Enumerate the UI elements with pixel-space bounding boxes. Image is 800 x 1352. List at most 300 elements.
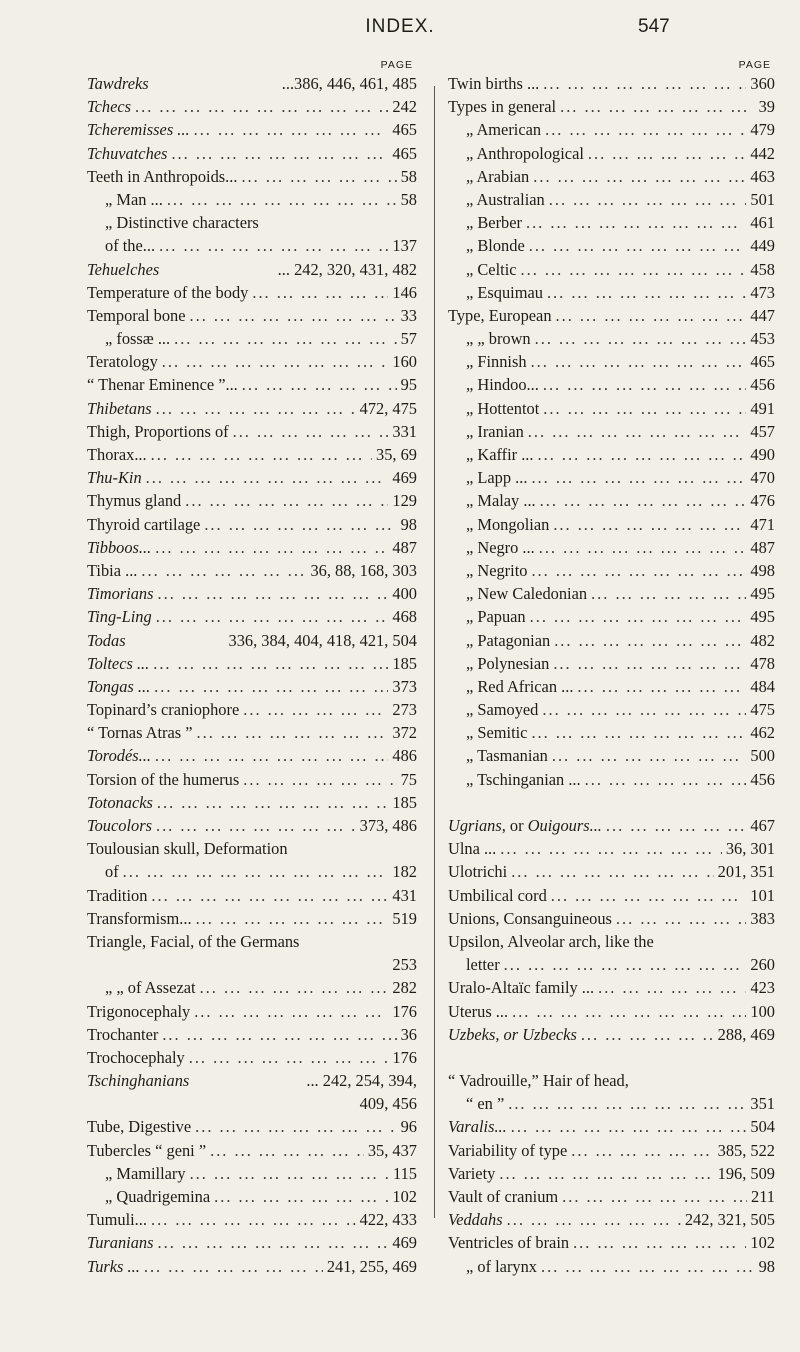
page-reference: 36, 88, 168, 303 — [310, 560, 417, 580]
dot-leader — [577, 675, 746, 698]
index-term: Torodés... — [87, 746, 151, 766]
dot-leader — [551, 884, 747, 907]
index-entry — [87, 420, 417, 443]
page-reference: 471 — [750, 514, 775, 534]
index-entry — [87, 837, 417, 860]
page-reference: 129 — [392, 491, 417, 511]
page-reference: 185 — [392, 653, 417, 673]
index-entry — [448, 1115, 775, 1138]
page-reference: 95 — [400, 375, 417, 395]
dot-leader — [508, 1092, 746, 1115]
index-entry — [448, 1231, 775, 1254]
index-entry — [448, 188, 775, 211]
page-reference: 36 — [400, 1024, 417, 1044]
index-entry — [87, 142, 417, 165]
dot-leader — [504, 953, 747, 976]
dot-leader — [556, 304, 747, 327]
index-term: Tcheremisses ... — [87, 120, 190, 140]
page-reference: 478 — [750, 653, 775, 673]
index-term: „ Iranian — [466, 421, 524, 441]
page-reference: 500 — [750, 746, 775, 766]
index-entry — [87, 258, 417, 281]
dot-leader — [549, 188, 747, 211]
index-entry — [87, 188, 417, 211]
dot-leader — [171, 142, 388, 165]
page-reference: 35, 437 — [367, 1140, 417, 1160]
index-term: Type, European — [448, 305, 552, 325]
page-reference: 176 — [392, 1001, 417, 1021]
index-entry — [87, 397, 417, 420]
page-reference: 473 — [750, 282, 775, 302]
page-reference: 102 — [392, 1187, 417, 1206]
dot-leader — [196, 907, 389, 930]
dot-leader — [591, 582, 746, 605]
index-entry — [448, 814, 775, 837]
page-reference: 288, 469 — [717, 1024, 775, 1044]
index-entry — [87, 675, 417, 698]
index-term: Turks ... — [87, 1256, 140, 1276]
index-entry — [87, 489, 417, 512]
index-entry — [87, 327, 417, 350]
page-reference: 442 — [750, 143, 775, 163]
dot-leader — [204, 513, 396, 536]
index-term: „ „ of Assezat — [105, 978, 196, 998]
dot-leader — [573, 1231, 746, 1254]
dot-leader — [542, 698, 746, 721]
index-term: Trigonocephaly — [87, 1001, 191, 1021]
index-entry — [87, 536, 417, 559]
page-reference: 383 — [750, 908, 775, 928]
index-term: Varalis... — [448, 1117, 507, 1137]
index-entry — [87, 1208, 417, 1231]
index-entry — [448, 327, 775, 350]
dot-leader — [151, 443, 372, 466]
dot-leader — [581, 1023, 714, 1046]
index-entry — [448, 258, 775, 281]
index-entry — [448, 165, 775, 188]
index-term: of — [105, 862, 119, 882]
index-entry — [87, 1231, 417, 1254]
index-term: Temperature of the body — [87, 282, 249, 302]
page-reference: 33 — [400, 305, 417, 325]
page-reference: 351 — [750, 1094, 775, 1114]
index-term: „ Negro ... — [466, 537, 535, 557]
page-reference: 58 — [400, 189, 417, 209]
index-term: Uralo-Altaïc family ... — [448, 978, 595, 998]
index-entry — [87, 304, 417, 327]
index-column-left — [87, 58, 417, 1278]
page-column-label: PAGE — [738, 59, 771, 71]
index-entry — [87, 629, 417, 652]
page-reference: ... 242, 320, 431, 482 — [277, 259, 417, 279]
index-term: Uterus ... — [448, 1001, 509, 1021]
index-entry — [87, 1139, 417, 1162]
index-term: Toucolors — [87, 816, 152, 835]
dot-leader — [500, 837, 722, 860]
index-column-right — [448, 58, 775, 1278]
dot-leader — [507, 1208, 681, 1231]
index-entry — [448, 559, 775, 582]
page-reference: 491 — [750, 398, 775, 418]
index-entry — [87, 513, 417, 536]
page-reference: 468 — [392, 607, 417, 627]
page-reference: 160 — [392, 352, 417, 372]
index-entry — [448, 1162, 775, 1185]
index-entry — [448, 629, 775, 652]
dot-leader — [194, 118, 389, 141]
dot-leader — [528, 420, 747, 443]
page-reference: 196, 509 — [717, 1163, 775, 1183]
index-entry — [87, 860, 417, 883]
index-entry — [448, 675, 775, 698]
dot-leader — [531, 721, 746, 744]
page-reference: 331 — [392, 421, 417, 441]
index-entry — [448, 860, 775, 883]
index-entry — [448, 884, 775, 907]
index-entry — [448, 698, 775, 721]
index-entry — [87, 976, 417, 999]
index-entry — [87, 953, 417, 976]
dot-leader — [553, 513, 746, 536]
index-entry — [448, 605, 775, 628]
index-term: „ Esquimau — [466, 282, 543, 302]
index-term: Types in general — [448, 97, 557, 117]
index-term: Tehuelches — [87, 259, 160, 279]
index-term: Ting-Ling — [87, 607, 152, 627]
index-term: „ American — [466, 120, 542, 140]
index-term: Torsion of the humerus — [87, 769, 240, 789]
dot-leader — [598, 976, 746, 999]
page-reference: 75 — [400, 769, 417, 789]
page-reference: 146 — [392, 282, 417, 302]
index-term: Todas — [87, 630, 126, 650]
index-term: of the... — [105, 236, 156, 256]
dot-leader — [162, 350, 389, 373]
dot-leader — [153, 652, 388, 675]
page-reference: 409, 456 — [359, 1094, 417, 1114]
index-entry — [448, 443, 775, 466]
index-entry — [448, 95, 775, 118]
page-reference: 476 — [750, 491, 775, 511]
index-term: Tschinghanians — [87, 1071, 190, 1091]
index-term: „ Red African ... — [466, 676, 574, 696]
index-entry — [87, 95, 417, 118]
index-term: „ Australian — [466, 189, 545, 209]
page-reference: 185 — [392, 792, 417, 812]
index-entry — [448, 397, 775, 420]
index-term: Tumuli... — [87, 1210, 147, 1230]
index-term: Ulotrichi — [448, 862, 508, 882]
column-divider — [434, 86, 435, 1218]
dot-leader — [531, 466, 746, 489]
index-term: Upsilon, Alveolar arch, like the — [448, 931, 654, 951]
dot-leader — [210, 1139, 364, 1162]
index-term: „ Lapp ... — [466, 468, 528, 488]
dot-leader — [560, 95, 755, 118]
dot-leader — [512, 1000, 746, 1023]
dot-leader — [533, 165, 746, 188]
dot-leader — [189, 1046, 389, 1069]
dot-leader — [552, 744, 747, 767]
page-reference: 482 — [750, 630, 775, 650]
index-term: Ulna ... — [448, 839, 497, 859]
page-reference: 102 — [750, 1233, 775, 1253]
dot-leader — [141, 559, 306, 582]
page-reference: 461 — [750, 213, 775, 233]
page-reference: 242, 321, 505 — [684, 1210, 775, 1230]
dot-leader — [155, 536, 388, 559]
index-term: „ Berber — [466, 213, 522, 233]
index-term: Thymus gland — [87, 491, 182, 511]
dot-leader — [562, 1185, 747, 1208]
index-entry — [448, 350, 775, 373]
dot-leader — [538, 443, 747, 466]
index-term: „ Quadrigemina — [105, 1187, 211, 1206]
index-term: “ en ” — [466, 1094, 505, 1114]
page-reference: 400 — [392, 584, 417, 604]
dot-leader — [539, 536, 747, 559]
page-header — [0, 0, 800, 40]
page-reference: 101 — [750, 885, 775, 905]
dot-leader — [157, 791, 389, 814]
index-term: „ Distinctive characters — [105, 213, 259, 233]
dot-leader — [195, 1115, 396, 1138]
page-reference: 176 — [392, 1047, 417, 1067]
index-term: „ Mamillary — [105, 1163, 186, 1183]
index-term: Variability of type — [448, 1140, 568, 1160]
index-entry — [87, 1046, 417, 1069]
dot-leader — [526, 211, 746, 234]
index-entry — [87, 118, 417, 141]
page-reference: 498 — [750, 560, 775, 580]
dot-leader — [606, 814, 746, 837]
page-reference: 472, 475 — [359, 398, 417, 418]
index-entry — [448, 1092, 775, 1115]
page-reference: 423 — [750, 978, 775, 998]
index-term: Toulousian skull, Deformation — [87, 839, 288, 859]
index-term: Vault of cranium — [448, 1187, 559, 1206]
index-entry — [448, 420, 775, 443]
page-reference: 211 — [751, 1187, 775, 1206]
page-reference: 58 — [400, 166, 417, 186]
index-entry — [87, 234, 417, 257]
index-term: „ Semitic — [466, 723, 528, 743]
index-entry — [448, 118, 775, 141]
page-reference: 57 — [400, 329, 417, 349]
page-reference: 456 — [750, 769, 775, 789]
index-term: „ Samoyed — [466, 700, 539, 720]
index-entry — [448, 953, 775, 976]
page-reference: 98 — [758, 1256, 775, 1276]
index-term: Twin births ... — [448, 74, 540, 93]
dot-leader — [156, 397, 356, 420]
index-term: Ventricles of brain — [448, 1233, 570, 1253]
index-entry — [448, 72, 775, 95]
index-entry — [87, 466, 417, 489]
page-reference: 372 — [392, 723, 417, 743]
page-reference: 385, 522 — [717, 1140, 775, 1160]
index-term: Teratology — [87, 352, 158, 372]
page-reference: 98 — [400, 514, 417, 534]
page-reference: 467 — [750, 816, 775, 835]
dot-leader — [155, 744, 388, 767]
dot-leader — [243, 768, 396, 791]
page-reference: 495 — [750, 584, 775, 604]
index-term: Unions, Consanguineous — [448, 908, 612, 928]
dot-leader — [197, 721, 389, 744]
page-number: 547 — [638, 16, 670, 37]
page-reference: 260 — [750, 955, 775, 975]
index-entry — [448, 489, 775, 512]
page-reference: 96 — [400, 1117, 417, 1137]
index-term: Tubercles “ geni ” — [87, 1140, 207, 1160]
index-term: Veddahs — [448, 1210, 503, 1230]
index-entry — [448, 837, 775, 860]
page-reference: 336, 384, 404, 418, 421, 504 — [228, 630, 417, 650]
index-term: Variety — [448, 1163, 496, 1183]
index-term: Tradition — [87, 885, 148, 905]
index-entry — [87, 907, 417, 930]
dot-leader — [242, 373, 397, 396]
index-entry — [87, 884, 417, 907]
dot-leader — [588, 142, 747, 165]
index-entry — [448, 907, 775, 930]
page-reference: 453 — [750, 329, 775, 349]
page-reference: 475 — [750, 700, 775, 720]
dot-leader — [553, 652, 746, 675]
dot-leader — [543, 373, 747, 396]
page-reference: 487 — [750, 537, 775, 557]
index-term: Toltecs ... — [87, 653, 150, 673]
dot-leader — [162, 1023, 396, 1046]
index-entry — [448, 1139, 775, 1162]
index-entry — [448, 930, 775, 953]
index-term: letter — [466, 955, 500, 975]
index-entry — [87, 791, 417, 814]
index-entry — [87, 582, 417, 605]
index-entry — [87, 744, 417, 767]
page-reference: 465 — [750, 352, 775, 372]
dot-leader — [543, 397, 746, 420]
index-term: Triangle, Facial, of the Germans — [87, 931, 300, 951]
index-entry — [87, 721, 417, 744]
index-entry — [87, 1115, 417, 1138]
page-column-label: PAGE — [380, 59, 413, 71]
dot-leader — [158, 582, 389, 605]
index-entry — [87, 443, 417, 466]
index-term: „ „ brown — [466, 329, 531, 349]
page-reference: 469 — [392, 468, 417, 488]
index-entry — [448, 744, 775, 767]
index-entry — [448, 768, 775, 791]
page-reference: 241, 255, 469 — [326, 1256, 417, 1276]
page-reference: 182 — [392, 862, 417, 882]
index-term: Ugrians, or Ouigours... — [448, 816, 602, 835]
index-term: Topinard’s craniophore — [87, 700, 240, 720]
page-reference: 456 — [750, 375, 775, 395]
dot-leader — [144, 1255, 323, 1278]
index-term: „ Celtic — [466, 259, 517, 279]
index-term: Uzbeks, or Uzbecks — [448, 1024, 577, 1044]
dot-leader — [547, 281, 746, 304]
page-reference: 36, 301 — [725, 839, 775, 859]
index-entry — [87, 652, 417, 675]
index-term: Tongas ... — [87, 676, 151, 696]
page-title: INDEX. — [365, 16, 435, 37]
index-term: Totonacks — [87, 792, 153, 812]
index-entry — [448, 976, 775, 999]
page-reference: 35, 69 — [376, 445, 417, 464]
dot-leader — [167, 188, 397, 211]
index-term: Tchuvatches — [87, 143, 168, 163]
dot-leader — [585, 768, 747, 791]
index-term: Thigh, Proportions of — [87, 421, 229, 441]
page-reference: 242 — [392, 97, 417, 117]
index-term: „ Blonde — [466, 236, 525, 256]
page-reference: 449 — [750, 236, 775, 256]
page-reference: 360 — [750, 74, 775, 93]
index-term: „ Hottentot — [466, 398, 540, 418]
page-reference: 495 — [750, 607, 775, 627]
index-term: Transformism... — [87, 908, 192, 928]
index-entry — [448, 1208, 775, 1231]
index-term: „ Anthropological — [466, 143, 584, 163]
dot-leader — [190, 1162, 389, 1185]
index-entries-left — [87, 72, 417, 1278]
index-term: Timorians — [87, 584, 154, 604]
page-reference: 479 — [750, 120, 775, 140]
page-reference: 486 — [392, 746, 417, 766]
page-reference: 484 — [750, 676, 775, 696]
index-term: „ New Caledonian — [466, 584, 588, 604]
index-term: Tibia ... — [87, 560, 138, 580]
dot-leader — [499, 1162, 713, 1185]
index-entry — [87, 1000, 417, 1023]
index-term: “ Vadrouille,” Hair of head, — [448, 1071, 629, 1091]
index-term: Tube, Digestive — [87, 1117, 192, 1137]
page-reference: 490 — [750, 445, 775, 464]
page-reference: 519 — [392, 908, 417, 928]
index-entry — [448, 582, 775, 605]
index-term: Tchecs — [87, 97, 132, 117]
dot-leader — [146, 466, 389, 489]
index-entry — [448, 373, 775, 396]
page-reference: 447 — [750, 305, 775, 325]
index-entry — [448, 304, 775, 327]
dot-leader — [174, 327, 397, 350]
index-entry — [87, 281, 417, 304]
dot-leader — [511, 860, 713, 883]
dot-leader — [194, 1000, 388, 1023]
page-reference: 373, 486 — [359, 816, 417, 835]
index-entry — [448, 466, 775, 489]
index-entry — [87, 350, 417, 373]
index-term: „ Tasmanian — [466, 746, 548, 766]
dot-leader — [151, 1208, 356, 1231]
page-reference: 115 — [393, 1163, 417, 1183]
dot-leader — [530, 605, 747, 628]
index-entry — [87, 605, 417, 628]
index-entry — [87, 1092, 417, 1115]
index-term: „ Polynesian — [466, 653, 550, 673]
dot-leader — [616, 907, 746, 930]
dot-leader — [156, 605, 389, 628]
index-entry — [448, 1069, 775, 1092]
index-entry — [448, 142, 775, 165]
index-entry — [448, 652, 775, 675]
index-term: Thibetans — [87, 398, 152, 418]
dot-leader — [545, 118, 746, 141]
